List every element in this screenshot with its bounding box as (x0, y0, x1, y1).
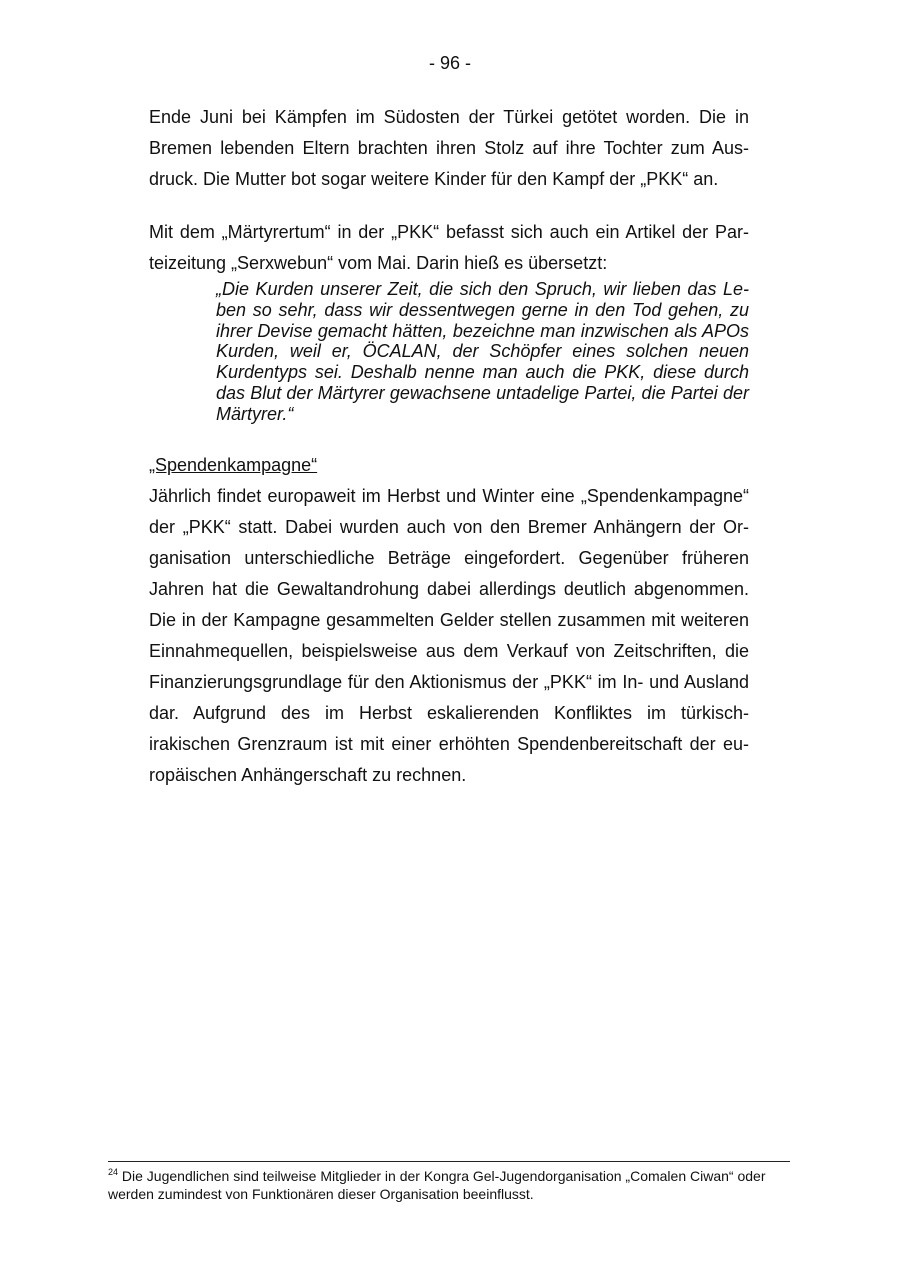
paragraph-donation-campaign: Jährlich findet europaweit im Herbst und Winter eine „Spendenkampagne“ der „PKK“ statt. Dabei wurden auch von den Bremer Anhängern der Organisation unterschiedliche Beträge eingefordert. Gegenüber früheren Jahren hat die Gewaltandrohung dabei allerdings deutlich abgenommen. Die in der Kampagne gesammelten Gelder stellen zusammen mit weiteren Einnahmequellen, beispielsweise aus dem Verkauf von Zeitschriften, die Finanzierungsgrundlage für den Aktionismus der „PKK“ im In- und Ausland dar. Aufgrund des im Herbst eskalierenden Konfliktes im türkisch-irakischen Grenzraum ist mit einer erhöhten Spendenbereitschaft der europäischen Anhängerschaft zu rechnen. (149, 485, 749, 785)
section-heading-spendenkampagne: „Spendenkampagne“ (149, 454, 318, 475)
block-quote: „Die Kurden unserer Zeit, die sich den Spruch, wir lieben das Leben so sehr, dass wir dessentwegen gerne in den Tod gehen, zu ihrer Devise gemacht hätten, bezeichne man inzwischen als APOs Kurden, weil er, ÖCALAN, der Schöpfer eines solchen neuen Kurdentyps sei. Deshalb nenne man auch die PKK, diese durch das Blut der Märtyrer gewachsene untadelige Partei, die Partei der Märtyrer.“ (216, 279, 749, 424)
main-text (149, 102, 749, 791)
paragraph-martyr-report: Ende Juni bei Kämpfen im Südosten der Türkei getötet worden. Die in Bremen lebenden Eltern brachten ihren Stolz auf ihre Tochter zum Ausdruck. Die Mutter bot sogar weitere Kinder für den Kampf der „PKK“ an. (149, 107, 749, 189)
page-number: - 96 - (428, 53, 471, 73)
footnote-marker: 24 (108, 1167, 119, 1177)
paragraph-serxwebun-article: Mit dem „Märtyrertum“ in der „PKK“ befasst sich auch ein Artikel der Parteizeitung „Serxwebun“ vom Mai. Darin hieß es übersetzt: (149, 222, 749, 273)
footnote-divider (108, 1161, 790, 1162)
footnote (108, 1167, 792, 1203)
footnote-text: Die Jugendlichen sind teilweise Mitglieder in der Kongra Gel-Jugendorganisation „Comalen Ciwan“ oder werden zumindest von Funktionären dieser Organisation beeinflusst. (108, 1168, 766, 1202)
